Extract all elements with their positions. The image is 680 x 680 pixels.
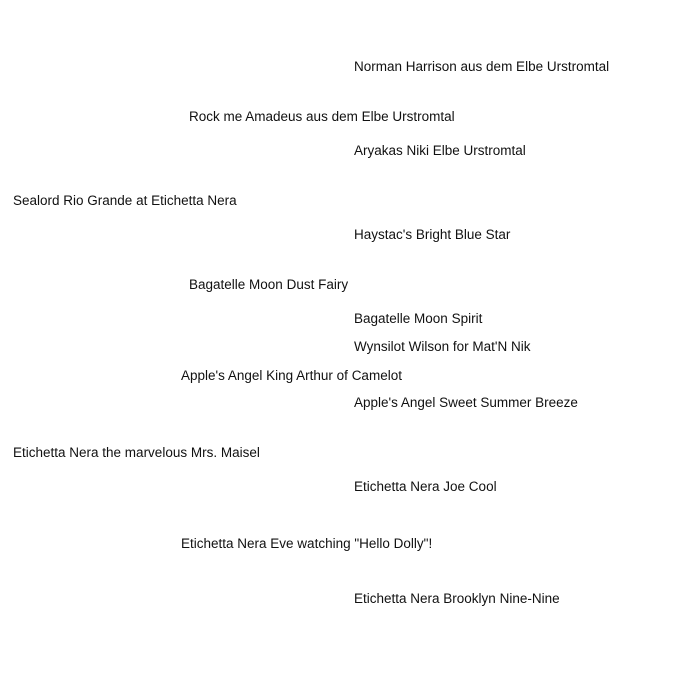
dam-sire-name: Apple's Angel King Arthur of Camelot [181, 368, 402, 383]
dam-name: Etichetta Nera the marvelous Mrs. Maisel [13, 445, 260, 460]
dam-dam-dam-name: Etichetta Nera Brooklyn Nine-Nine [354, 591, 560, 606]
sire-sire-sire-name: Norman Harrison aus dem Elbe Urstromtal [354, 59, 610, 74]
sire-dam-sire-name: Haystac's Bright Blue Star [354, 227, 511, 242]
dam-sire-dam-name: Apple's Angel Sweet Summer Breeze [354, 395, 578, 410]
sire-dam-dam-name: Bagatelle Moon Spirit [354, 311, 483, 326]
sire-sire-name: Rock me Amadeus aus dem Elbe Urstromtal [189, 109, 455, 124]
dam-sire-sire-name: Wynsilot Wilson for Mat'N Nik [354, 339, 531, 354]
sire-name: Sealord Rio Grande at Etichetta Nera [13, 193, 237, 208]
sire-sire-dam-name: Aryakas Niki Elbe Urstromtal [354, 143, 526, 158]
dam-dam-name: Etichetta Nera Eve watching "Hello Dolly"! [181, 536, 433, 551]
dam-dam-sire-name: Etichetta Nera Joe Cool [354, 479, 497, 494]
sire-dam-name: Bagatelle Moon Dust Fairy [189, 277, 349, 292]
